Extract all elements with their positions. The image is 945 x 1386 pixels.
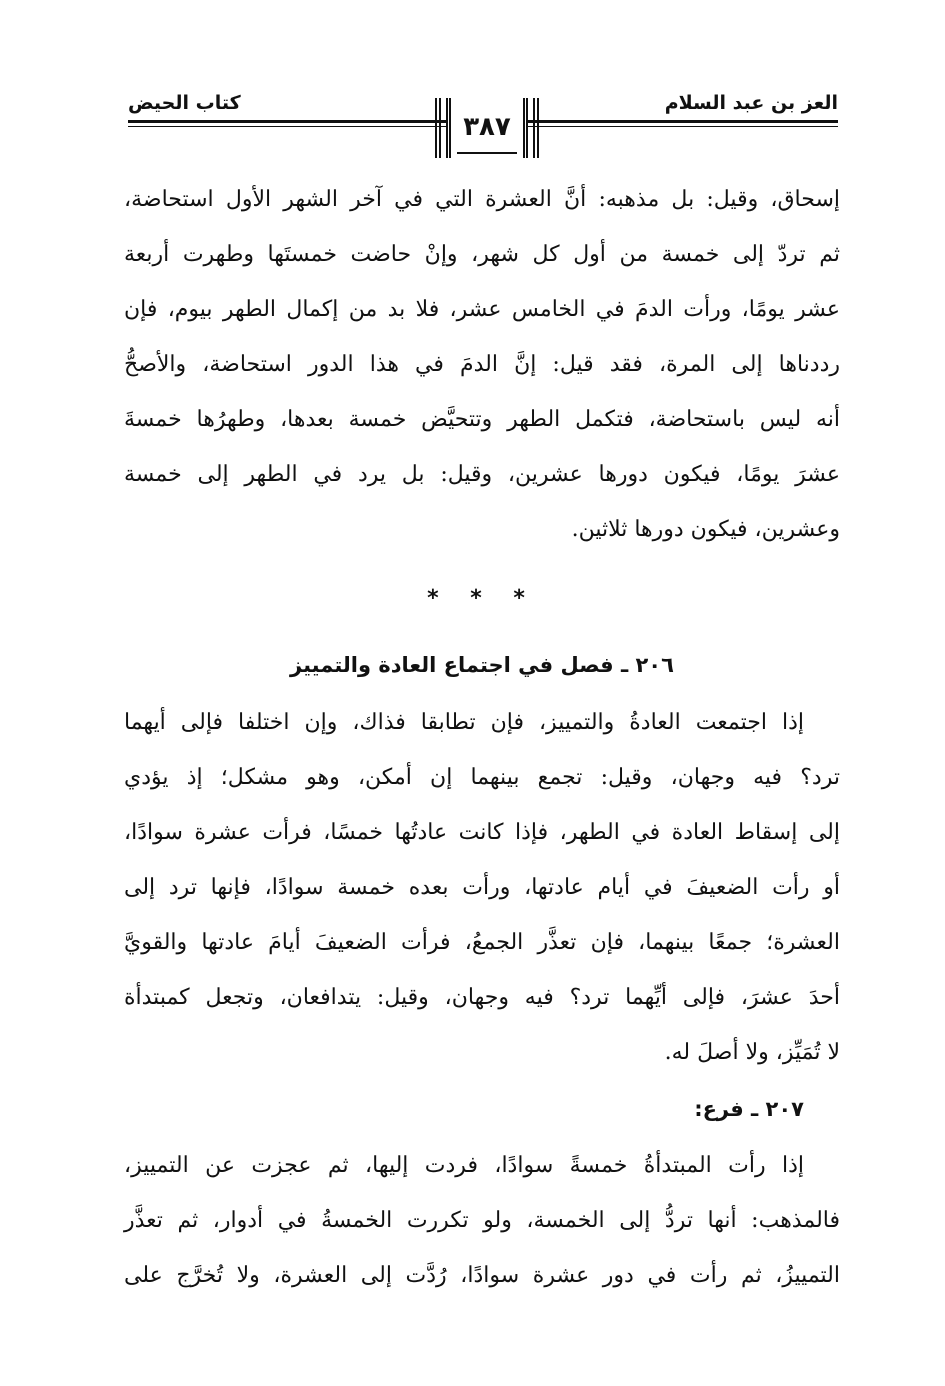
author-name: العز بن عبد السلام bbox=[664, 92, 838, 114]
page-body bbox=[124, 172, 840, 1303]
text-line: لا تُمَيِّز، ولا أصلَ له. bbox=[664, 1040, 840, 1065]
text-line: فالمذهب: أنها تردُّ إلى الخمسة، ولو تكررت الخمسةُ في أدوار، ثم تعذَّر bbox=[124, 1208, 840, 1233]
text-line: التمييزُ، ثم رأت في دور عشرة سوادًا، رُدَّت إلى العشرة، ولا تُخرَّج على bbox=[124, 1263, 840, 1288]
section-206-heading: ٢٠٦ ـ فصل في اجتماع العادة والتمييز bbox=[290, 653, 674, 677]
text-line: أحدَ عشرَ، فإلى أيِّهما ترد؟ فيه وجهان، وقيل: يتدافعان، وتجعل كمبتدأة bbox=[124, 985, 840, 1010]
section-206-paragraph bbox=[124, 695, 840, 1080]
text-line: العشرة؛ جمعًا بينهما، فإن تعذَّر الجمعُ، فرأت الضعيفَ أيامَ عادتها والقويَّ bbox=[124, 930, 840, 955]
running-header bbox=[128, 92, 838, 162]
text-line: وعشرين، فيكون دورها ثلاثين. bbox=[571, 517, 840, 542]
text-line: رددناها إلى المرة، فقد قيل: إنَّ الدمَ في هذا الدور استحاضة، والأصحُّ bbox=[124, 352, 840, 377]
text-line: عشرَ يومًا، فيكون دورها عشرين، وقيل: بل يرد في الطهر إلى خمسة bbox=[124, 462, 840, 487]
text-line: إسحاق، وقيل: بل مذهبه: أنَّ العشرة التي في آخر الشهر الأول استحاضة، bbox=[124, 187, 840, 212]
text-line: ثم تردّ إلى خمسة من أول كل شهر، وإنْ حاضت خمستَها وطهرت أربعة bbox=[124, 242, 840, 267]
text-line: عشر يومًا، ورأت الدمَ في الخامس عشر، فلا بد من إكمال الطهر بيوم، فإن bbox=[124, 297, 840, 322]
section-separator: * * * bbox=[427, 586, 537, 611]
text-line: إلى إسقاط العادة في الطهر، فإذا كانت عادتُها خمسًا، فرأت عشرة سوادًا، bbox=[124, 820, 840, 845]
text-line: أنه ليس باستحاضة، فتكمل الطهر وتتحيَّض خمسة بعدها، وطهرُها خمسةَ bbox=[124, 407, 840, 432]
text-line: ترد؟ فيه وجهان، وقيل: تجمع بينهما إن أمكن، وهو مشكل؛ إذ يؤدي bbox=[124, 765, 840, 790]
paragraph-continued bbox=[124, 172, 840, 557]
section-207-heading: ٢٠٧ ـ فرع: bbox=[694, 1097, 804, 1121]
chapter-title: كتاب الحيض bbox=[128, 92, 241, 114]
text-line: إذا اجتمعت العادةُ والتمييز، فإن تطابقا فذاك، وإن اختلفا فإلى أيهما bbox=[124, 710, 804, 735]
section-207-paragraph bbox=[124, 1138, 840, 1303]
page-number-frame bbox=[446, 98, 528, 158]
text-line: أو رأت الضعيفَ في أيام عادتها، ورأت بعده خمسة سوادًا، فإنها ترد إلى bbox=[124, 875, 840, 900]
page-number-underline bbox=[457, 152, 517, 154]
page-number: ٣٨٧ bbox=[463, 112, 511, 142]
text-line: إذا رأت المبتدأةُ خمسةً سوادًا، فردت إليها، ثم عجزت عن التمييز، bbox=[124, 1153, 804, 1178]
